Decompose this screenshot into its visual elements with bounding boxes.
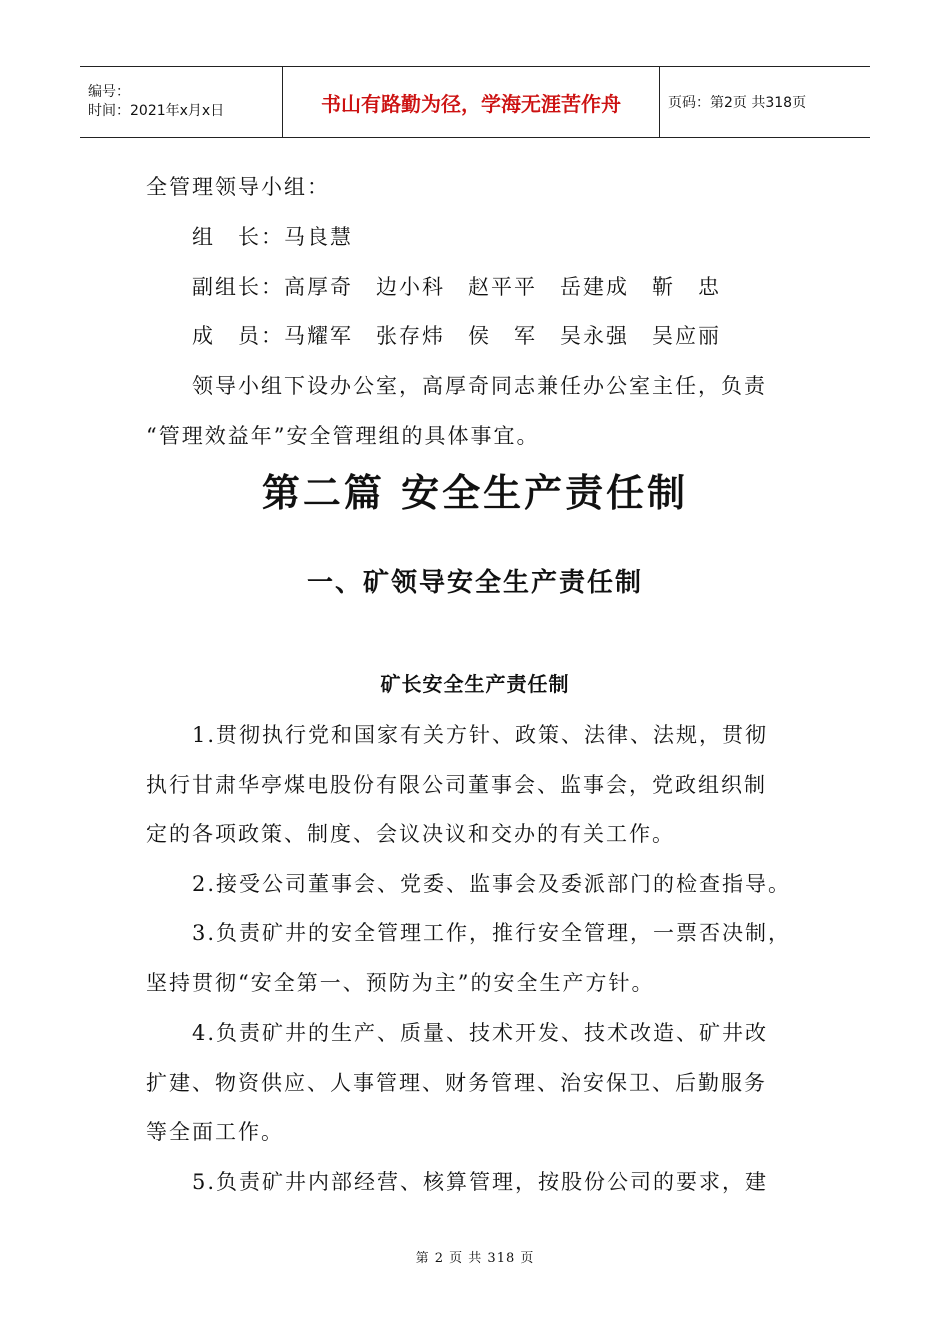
group-deputies: 副组长：高厚奇 边小科 赵平平 岳建成 靳 忠: [192, 275, 721, 299]
office-text-2: “管理效益年”安全管理组的具体事宜。: [146, 424, 540, 448]
item-5-line-1: 5.负责矿井内部经营、核算管理，按股份公司的要求，建: [192, 1170, 769, 1194]
part-title: 第二篇 安全生产责任制: [261, 471, 689, 515]
item-1-line-2: 执行甘肃华亭煤电股份有限公司董事会、监事会，党政组织制: [146, 773, 767, 797]
item-4-line-2: 扩建、物资供应、人事管理、财务管理、治安保卫、后勤服务: [146, 1071, 767, 1095]
item-4-line-1: 4.负责矿井的生产、质量、技术开发、技术改造、矿井改: [192, 1021, 769, 1045]
number-label: 编号：: [88, 84, 130, 100]
page-header: [80, 66, 870, 138]
group-members: 成 员：马耀军 张存炜 侯 军 吴永强 吴应丽: [192, 324, 721, 348]
item-1-line-3: 定的各项政策、制度、会议决议和交办的有关工作。: [146, 822, 675, 846]
item-2-line-1: 2.接受公司董事会、党委、监事会及委派部门的检查指导。: [192, 872, 792, 896]
subsection-title: 矿长安全生产责任制: [380, 672, 570, 696]
item-4-line-3: 等全面工作。: [146, 1120, 284, 1144]
header-meta: [80, 67, 282, 137]
section-title: 一、矿领导安全生产责任制: [306, 568, 643, 598]
office-text-1: 领导小组下设办公室，高厚奇同志兼任办公室主任，负责: [192, 374, 767, 398]
header-motto: 书山有路勤为径，学海无涯苦作舟: [282, 67, 660, 137]
item-3-line-1: 3.负责矿井的安全管理工作，推行安全管理，一票否决制，: [192, 921, 792, 945]
item-1-line-1: 1.贯彻执行党和国家有关方针、政策、法律、法规，贯彻: [192, 723, 769, 747]
time-label: 时间：2021年x月x日: [88, 103, 225, 119]
intro-line: 全管理领导小组：: [146, 175, 330, 199]
page-footer: 第 2 页 共 318 页: [415, 1251, 535, 1266]
header-page-info: 页码：第2页 共318页: [668, 95, 807, 111]
group-leader: 组 长：马良慧: [192, 225, 353, 249]
item-3-line-2: 坚持贯彻“安全第一、预防为主”的安全生产方针。: [146, 971, 655, 995]
